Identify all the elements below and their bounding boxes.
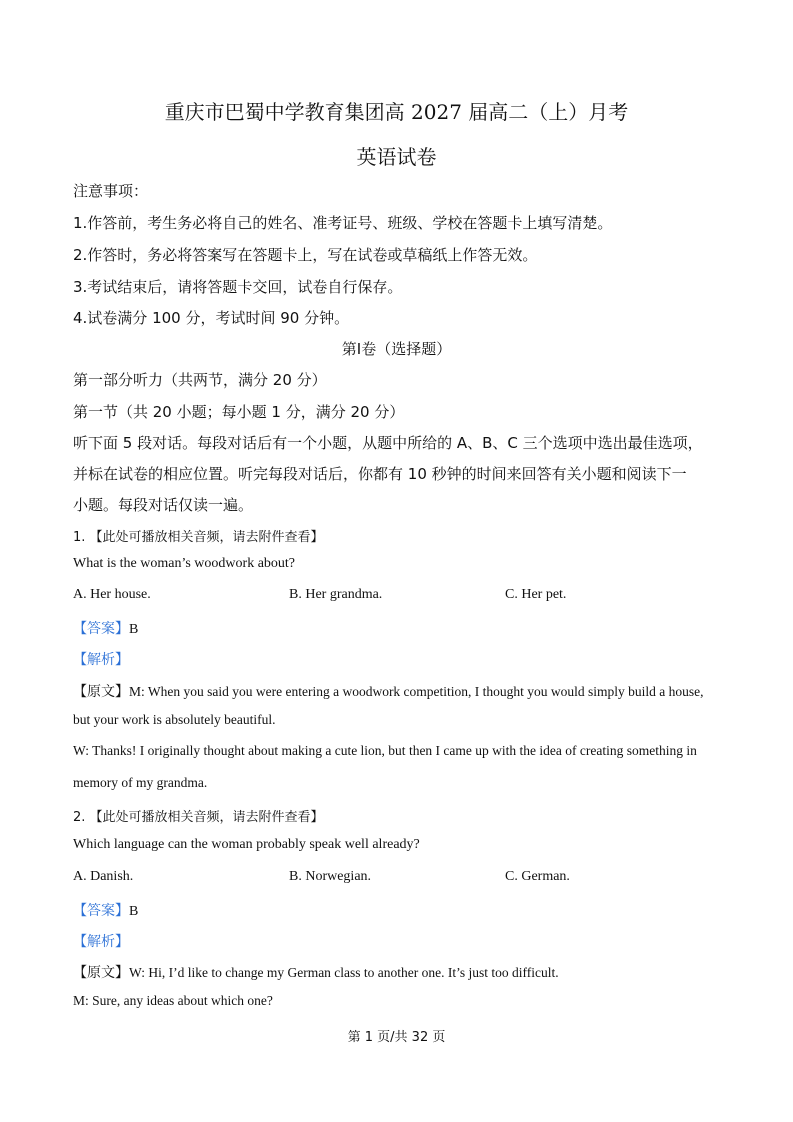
transcript-tag: 【原文】: [73, 965, 129, 981]
transcript-line: W: Thanks! I originally thought about making a cute lion, but then I came up with the idea of creating something in: [73, 743, 697, 758]
transcript-line: [73, 962, 559, 982]
answer-line: [73, 900, 138, 920]
option-c: C. Her pet.: [505, 587, 567, 602]
answer-tag: 【答案】: [73, 903, 129, 919]
exam-subtitle: 英语试卷: [356, 145, 437, 169]
notice-item: 3.考试结束后，请将答题卡交回，试卷自行保存。: [73, 278, 403, 296]
notice-item: 4.试卷满分 100 分，考试时间 90 分钟。: [73, 309, 350, 327]
transcript-line: M: Sure, any ideas about which one?: [73, 993, 273, 1008]
audio-note: 【此处可播放相关音频，请去附件查看】: [89, 530, 324, 545]
section-heading: 第一节（共 20 小题；每小题 1 分，满分 20 分）: [73, 403, 405, 421]
transcript-text: W: Hi, I’d like to change my German class to another one. It’s just too difficult.: [129, 965, 559, 980]
option-b: B. Her grandma.: [289, 587, 383, 602]
transcript-tag: 【原文】: [73, 684, 129, 700]
question-1-text: What is the woman’s woodwork about?: [73, 556, 296, 571]
notice-item: 1.作答前，考生务必将自己的姓名、准考证号、班级、学校在答题卡上填写清楚。: [73, 214, 613, 232]
question-2-header: [73, 806, 324, 825]
transcript-line: [73, 681, 704, 701]
option-b: B. Norwegian.: [289, 869, 372, 884]
question-1-header: [73, 526, 324, 545]
page-footer: 第 1 页/共 32 页: [347, 1030, 446, 1045]
answer-value: B: [129, 904, 139, 919]
option-a: A. Her house.: [73, 587, 151, 602]
transcript-line: memory of my grandma.: [73, 775, 208, 790]
option-c: C. German.: [505, 869, 570, 884]
answer-line: [73, 618, 138, 638]
analysis-tag: 【解析】: [73, 934, 129, 950]
option-a: A. Danish.: [73, 869, 134, 884]
instruction-line: 听下面 5 段对话。每段对话后有一个小题，从题中所给的 A、B、C 三个选项中选出最佳选项，: [73, 434, 703, 452]
audio-note: 【此处可播放相关音频，请去附件查看】: [89, 810, 324, 825]
exam-title: 重庆市巴蜀中学教育集团高 2027 届高二（上）月考: [164, 100, 629, 124]
instruction-line: 小题。每段对话仅读一遍。: [73, 496, 254, 514]
question-number: 2.: [73, 810, 86, 825]
volume-title: 第Ⅰ卷（选择题）: [341, 340, 452, 358]
question-number: 1.: [73, 530, 86, 545]
question-2-text: Which language can the woman probably speak well already?: [73, 837, 420, 852]
notice-item: 2.作答时，务必将答案写在答题卡上，写在试卷或草稿纸上作答无效。: [73, 246, 538, 264]
instruction-line: 并标在试卷的相应位置。听完每段对话后，你都有 10 秒钟的时间来回答有关小题和阅读下一: [73, 465, 687, 483]
analysis-tag: 【解析】: [73, 652, 129, 668]
notice-heading: 注意事项：: [73, 182, 149, 200]
answer-tag: 【答案】: [73, 621, 129, 637]
answer-value: B: [129, 622, 139, 637]
transcript-line: but your work is absolutely beautiful.: [73, 712, 276, 727]
part-heading: 第一部分听力（共两节，满分 20 分）: [73, 371, 327, 389]
transcript-text: M: When you said you were entering a woodwork competition, I thought you would simply build a house,: [129, 684, 704, 699]
